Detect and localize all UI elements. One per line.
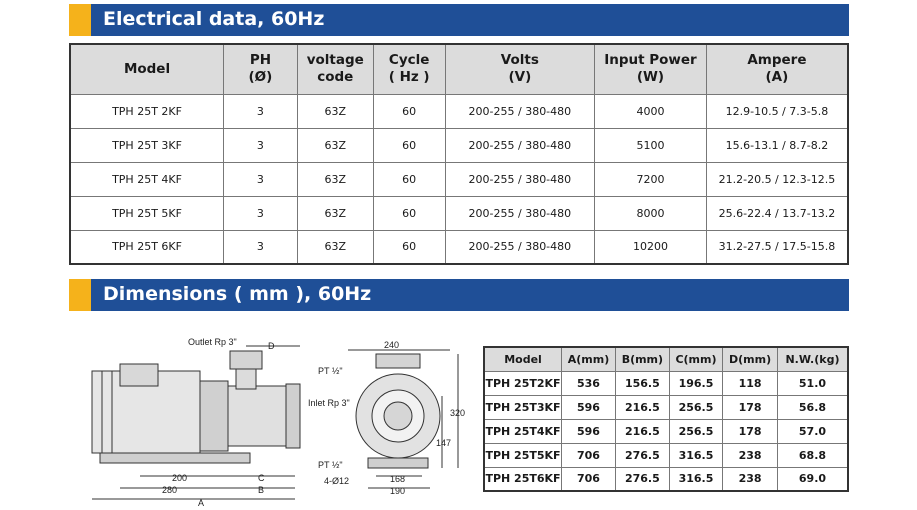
dims-row <box>484 395 848 419</box>
dim-320: 320 <box>450 408 466 418</box>
elec-cell: 15.6-13.1 / 8.7-8.2 <box>706 128 848 162</box>
elec-header-line2: (W) <box>636 69 665 86</box>
elec-cell: 21.2-20.5 / 12.3-12.5 <box>706 162 848 196</box>
dims-cell: 596 <box>562 395 616 419</box>
elec-cell: 60 <box>373 162 445 196</box>
elec-header-cell <box>224 44 298 94</box>
elec-cell: 3 <box>224 230 298 264</box>
dims-cell: TPH 25T4KF <box>484 419 562 443</box>
dim-b: B <box>258 485 265 495</box>
elec-header-cell <box>373 44 445 94</box>
dimensions-title: Dimensions ( mm ), 60Hz <box>103 283 372 305</box>
dims-cell: 706 <box>562 467 616 491</box>
dims-cell: 276.5 <box>615 443 669 467</box>
d-label: D <box>268 341 275 351</box>
elec-cell: 4000 <box>595 94 707 128</box>
dims-cell: 68.8 <box>777 443 848 467</box>
pump-drawing <box>80 336 475 508</box>
elec-header-line2: (Ø) <box>248 69 273 86</box>
dims-cell: 706 <box>562 443 616 467</box>
elec-cell: 3 <box>224 94 298 128</box>
dims-cell: 57.0 <box>777 419 848 443</box>
elec-cell: 200-255 / 380-480 <box>445 94 595 128</box>
elec-cell: 31.2-27.5 / 17.5-15.8 <box>706 230 848 264</box>
dimensions-banner <box>69 279 849 311</box>
elec-header-line1: PH <box>249 52 272 69</box>
elec-header-cell <box>70 44 224 94</box>
base-plate <box>100 453 250 463</box>
outlet-flange <box>230 351 262 369</box>
inlet-label: Inlet Rp 3" <box>308 398 350 408</box>
elec-cell: 7200 <box>595 162 707 196</box>
elec-cell: 63Z <box>297 196 373 230</box>
dims-cell: 51.0 <box>777 371 848 395</box>
electrical-title: Electrical data, 60Hz <box>103 8 325 30</box>
dims-header-cell: Model <box>484 347 562 371</box>
outlet-label: Outlet Rp 3" <box>188 337 237 347</box>
elec-cell: 12.9-10.5 / 7.3-5.8 <box>706 94 848 128</box>
elec-cell: 60 <box>373 230 445 264</box>
elec-row <box>70 128 848 162</box>
dim-200: 200 <box>172 473 188 483</box>
elec-cell: 200-255 / 380-480 <box>445 196 595 230</box>
pt-top-label: PT ½" <box>318 366 343 376</box>
dims-cell: 196.5 <box>669 371 722 395</box>
elec-cell: TPH 25T 4KF <box>70 162 224 196</box>
elec-cell: 8000 <box>595 196 707 230</box>
dims-cell: 276.5 <box>615 467 669 491</box>
dim-240: 240 <box>384 340 400 350</box>
elec-row <box>70 162 848 196</box>
elec-cell: 25.6-22.4 / 13.7-13.2 <box>706 196 848 230</box>
dimensions-table <box>483 346 849 492</box>
elec-cell: 200-255 / 380-480 <box>445 162 595 196</box>
banner-accent <box>69 279 91 311</box>
elec-cell: 60 <box>373 94 445 128</box>
dims-cell: 69.0 <box>777 467 848 491</box>
elec-cell: 60 <box>373 128 445 162</box>
elec-cell: 3 <box>224 128 298 162</box>
elec-header-line1: Volts <box>500 52 539 69</box>
elec-cell: 200-255 / 380-480 <box>445 230 595 264</box>
electrical-table <box>69 43 849 265</box>
dims-cell: 256.5 <box>669 395 722 419</box>
dims-cell: TPH 25T6KF <box>484 467 562 491</box>
elec-row <box>70 230 848 264</box>
elec-cell: 200-255 / 380-480 <box>445 128 595 162</box>
elec-cell: TPH 25T 3KF <box>70 128 224 162</box>
dim-168: 168 <box>390 474 406 484</box>
elec-row <box>70 94 848 128</box>
dims-cell: 256.5 <box>669 419 722 443</box>
elec-cell: 63Z <box>297 128 373 162</box>
electrical-banner <box>69 4 849 36</box>
inlet-flange <box>286 384 300 448</box>
dims-cell: TPH 25T5KF <box>484 443 562 467</box>
elec-header-line1: Model <box>123 60 171 77</box>
dims-row <box>484 419 848 443</box>
elec-header-line1: Cycle <box>388 52 430 69</box>
dim-a: A <box>198 498 205 508</box>
elec-cell: 3 <box>224 162 298 196</box>
elec-cell: 63Z <box>297 94 373 128</box>
dims-cell: 156.5 <box>615 371 669 395</box>
elec-header-line2: code <box>317 69 354 86</box>
holes-label: 4-Ø12 <box>324 476 350 486</box>
dim-147: 147 <box>436 438 452 448</box>
pt-bottom-label: PT ½" <box>318 460 343 470</box>
dim-c: C <box>258 473 265 483</box>
dims-row <box>484 443 848 467</box>
elec-cell: TPH 25T 5KF <box>70 196 224 230</box>
elec-header-line2: (A) <box>765 69 789 86</box>
elec-header-cell <box>706 44 848 94</box>
elec-header-line1: Input Power <box>604 52 697 69</box>
elec-cell: TPH 25T 6KF <box>70 230 224 264</box>
dims-header-cell: B(mm) <box>615 347 669 371</box>
elec-cell: 10200 <box>595 230 707 264</box>
dims-cell: 178 <box>723 395 778 419</box>
elec-header-line2: (V) <box>508 69 532 86</box>
dims-cell: 596 <box>562 419 616 443</box>
elec-header-line1: voltage <box>306 52 364 69</box>
elec-cell: 63Z <box>297 162 373 196</box>
elec-header-cell <box>595 44 707 94</box>
dims-cell: TPH 25T2KF <box>484 371 562 395</box>
elec-cell: 3 <box>224 196 298 230</box>
elec-cell: 5100 <box>595 128 707 162</box>
dims-row <box>484 467 848 491</box>
terminal-box <box>120 364 158 386</box>
banner-accent <box>69 4 91 36</box>
dims-cell: 238 <box>723 467 778 491</box>
dims-header-cell: A(mm) <box>562 347 616 371</box>
elec-header-line2: ( Hz ) <box>388 69 430 86</box>
dims-header-cell: C(mm) <box>669 347 722 371</box>
elec-header-cell <box>297 44 373 94</box>
dims-header-cell: N.W.(kg) <box>777 347 848 371</box>
dims-cell: TPH 25T3KF <box>484 395 562 419</box>
dims-cell: 316.5 <box>669 467 722 491</box>
dims-cell: 216.5 <box>615 395 669 419</box>
elec-header-cell <box>445 44 595 94</box>
elec-cell: 63Z <box>297 230 373 264</box>
dims-cell: 216.5 <box>615 419 669 443</box>
dims-cell: 316.5 <box>669 443 722 467</box>
dims-row <box>484 371 848 395</box>
dims-cell: 536 <box>562 371 616 395</box>
elec-header-line1: Ampere <box>747 52 807 69</box>
dims-cell: 56.8 <box>777 395 848 419</box>
dims-cell: 238 <box>723 443 778 467</box>
elec-cell: TPH 25T 2KF <box>70 94 224 128</box>
dims-header-cell: D(mm) <box>723 347 778 371</box>
dim-280: 280 <box>162 485 178 495</box>
dim-190: 190 <box>390 486 406 496</box>
dims-cell: 178 <box>723 419 778 443</box>
elec-cell: 60 <box>373 196 445 230</box>
pump-housing <box>200 381 228 451</box>
dims-cell: 118 <box>723 371 778 395</box>
elec-row <box>70 196 848 230</box>
